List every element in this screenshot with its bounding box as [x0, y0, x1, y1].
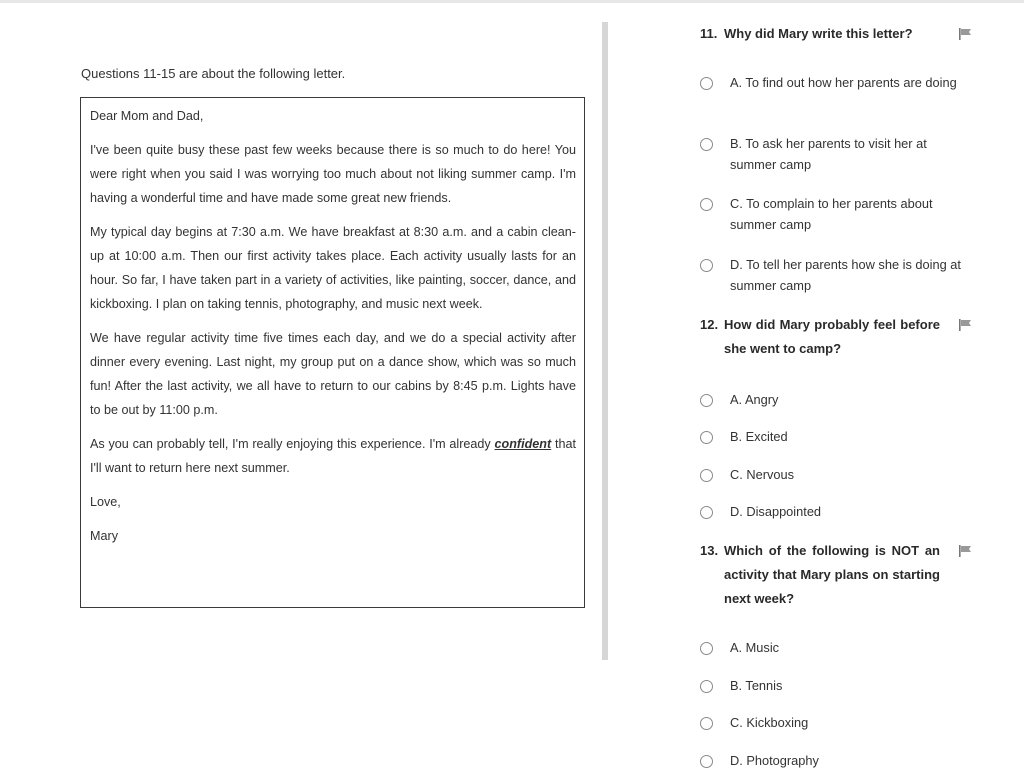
option-label: C. To complain to her parents about summer camp: [730, 196, 933, 232]
option-12-b[interactable]: [700, 426, 965, 447]
radio-button[interactable]: [700, 506, 713, 519]
option-label: D. Photography: [730, 753, 819, 768]
flag-icon[interactable]: [958, 319, 972, 331]
flag-icon[interactable]: [958, 28, 972, 40]
option-11-d[interactable]: [700, 254, 965, 296]
question-number: 12.: [700, 317, 719, 332]
letter-signature: Mary: [90, 529, 118, 543]
question-13: [700, 539, 940, 611]
paragraph-4-end: that I'll want to return here next summer.: [90, 437, 576, 475]
radio-button[interactable]: [700, 394, 713, 407]
radio-button[interactable]: [700, 717, 713, 730]
letter-greeting: Dear Mom and Dad,: [90, 109, 204, 123]
option-label: A. To find out how her parents are doing: [730, 75, 957, 90]
question-number: 13.: [700, 543, 719, 558]
letter-paragraph-1: I've been quite busy these past few weeks because there is so much to do here! You were right when you said I was worrying too much about not liking summer camp. I'm having a wonderful time and have made some great new friends.: [90, 143, 576, 205]
flag-icon[interactable]: [958, 545, 972, 557]
radio-button[interactable]: [700, 469, 713, 482]
letter-box: [80, 97, 585, 608]
letter-paragraph-2: My typical day begins at 7:30 a.m. We have breakfast at 8:30 a.m. and a cabin clean-up at 10:00 a.m. Then our first activity takes place. Each activity usually lasts for an hour. So far, I have taken part in a variety of activities, like painting, soccer, dance, and kickboxing. I plan on taking tennis, photography, and music next week.: [90, 225, 576, 311]
letter-paragraph-3: We have regular activity time five times each day, and we do a special activity after dinner every evening. Last night, my group put on a dance show, which was so much fun! After the last activity, we all have to return to our cabins by 8:45 p.m. Lights have to be out by 11:00 p.m.: [90, 331, 576, 417]
radio-button[interactable]: [700, 755, 713, 768]
option-label: A. Music: [730, 640, 780, 655]
question-11: [700, 22, 940, 46]
option-13-a[interactable]: [700, 637, 965, 658]
option-13-c[interactable]: [700, 712, 965, 733]
radio-button[interactable]: [700, 138, 713, 151]
option-11-c[interactable]: [700, 193, 965, 235]
top-border: [0, 0, 1024, 3]
panel-divider[interactable]: [602, 22, 608, 660]
radio-button[interactable]: [700, 259, 713, 272]
vocabulary-word-confident: confident: [494, 437, 552, 451]
radio-button[interactable]: [700, 431, 713, 444]
option-label: D. Disappointed: [730, 504, 822, 519]
letter-closing: Love,: [90, 495, 121, 509]
radio-button[interactable]: [700, 642, 713, 655]
option-12-a[interactable]: [700, 389, 965, 410]
question-text: How did Mary probably feel before she went to camp?: [724, 317, 940, 356]
question-number: 11.: [700, 26, 718, 41]
question-text: Why did Mary write this letter?: [724, 26, 913, 41]
radio-button[interactable]: [700, 680, 713, 693]
question-text: Which of the following is NOT an activity that Mary plans on starting next week?: [724, 543, 940, 606]
radio-button[interactable]: [700, 77, 713, 90]
option-13-d[interactable]: [700, 750, 965, 771]
option-label: D. To tell her parents how she is doing at summer camp: [730, 257, 961, 293]
option-12-c[interactable]: [700, 464, 965, 485]
option-13-b[interactable]: [700, 675, 965, 696]
option-label: A. Angry: [730, 392, 779, 407]
option-label: C. Kickboxing: [730, 715, 809, 730]
option-label: B. Tennis: [730, 678, 783, 693]
option-label: B. Excited: [730, 429, 788, 444]
paragraph-4-start: As you can probably tell, I'm really enjoying this experience. I'm already: [90, 437, 495, 451]
letter-paragraph-4: [90, 432, 576, 480]
option-11-b[interactable]: [700, 133, 965, 175]
option-12-d[interactable]: [700, 501, 965, 522]
option-label: C. Nervous: [730, 467, 795, 482]
passage-intro: Questions 11-15 are about the following letter.: [81, 66, 346, 81]
option-label: B. To ask her parents to visit her at summer camp: [730, 136, 927, 172]
radio-button[interactable]: [700, 198, 713, 211]
question-12: [700, 313, 940, 361]
option-11-a[interactable]: [700, 72, 965, 93]
